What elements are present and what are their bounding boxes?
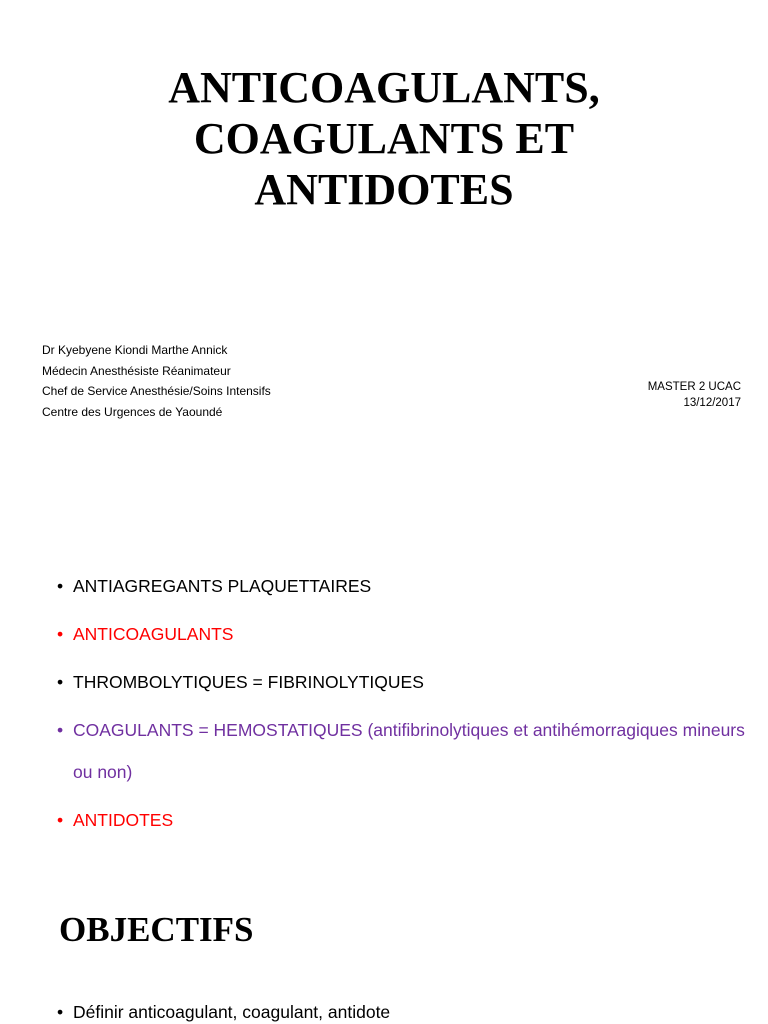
page-title [0,62,768,215]
bullet-icon: • [57,810,64,830]
topic-item [57,613,747,655]
bullet-icon: • [57,624,64,644]
title-line-1: ANTICOAGULANTS, [168,63,600,112]
title-line-2: COAGULANTS ET [193,114,575,163]
author-title: Médecin Anesthésiste Réanimateur [42,363,231,378]
author-role: Chef de Service Anesthésie/Soins Intensifs [42,384,271,398]
bullet-icon: • [57,672,64,692]
bullet-icon: • [57,720,64,740]
topic-text: ANTIDOTES [73,810,174,830]
bullet-icon: • [57,576,64,596]
author-institution: Centre des Urgences de Yaoundé [42,404,223,419]
topic-text: THROMBOLYTIQUES = FIBRINOLYTIQUES [73,672,424,692]
topic-item [57,565,747,607]
objectives-title: OBJECTIFS [59,910,254,949]
topic-item [57,709,747,793]
course-block [648,379,741,411]
topic-item [57,661,747,703]
author-name: Dr Kyebyene Kiondi Marthe Annick [42,343,228,357]
topic-text: ANTICOAGULANTS [73,624,234,644]
title-line-3: ANTIDOTES [254,165,514,214]
topic-text: ANTIAGREGANTS PLAQUETTAIRES [73,576,372,596]
objectives-list [57,996,390,1024]
topic-text: COAGULANTS = HEMOSTATIQUES (antifibrinolytiques et antihémorragiques mineurs ou non) [73,720,745,782]
course-date: 13/12/2017 [683,397,741,409]
topic-list [57,565,747,847]
course-name: MASTER 2 UCAC [647,381,741,393]
topic-item [57,799,747,841]
bullet-icon: • [57,1002,64,1022]
author-block [42,340,271,422]
objective-text: Définir anticoagulant, coagulant, antidote [73,1002,391,1022]
objective-item [57,996,390,1024]
